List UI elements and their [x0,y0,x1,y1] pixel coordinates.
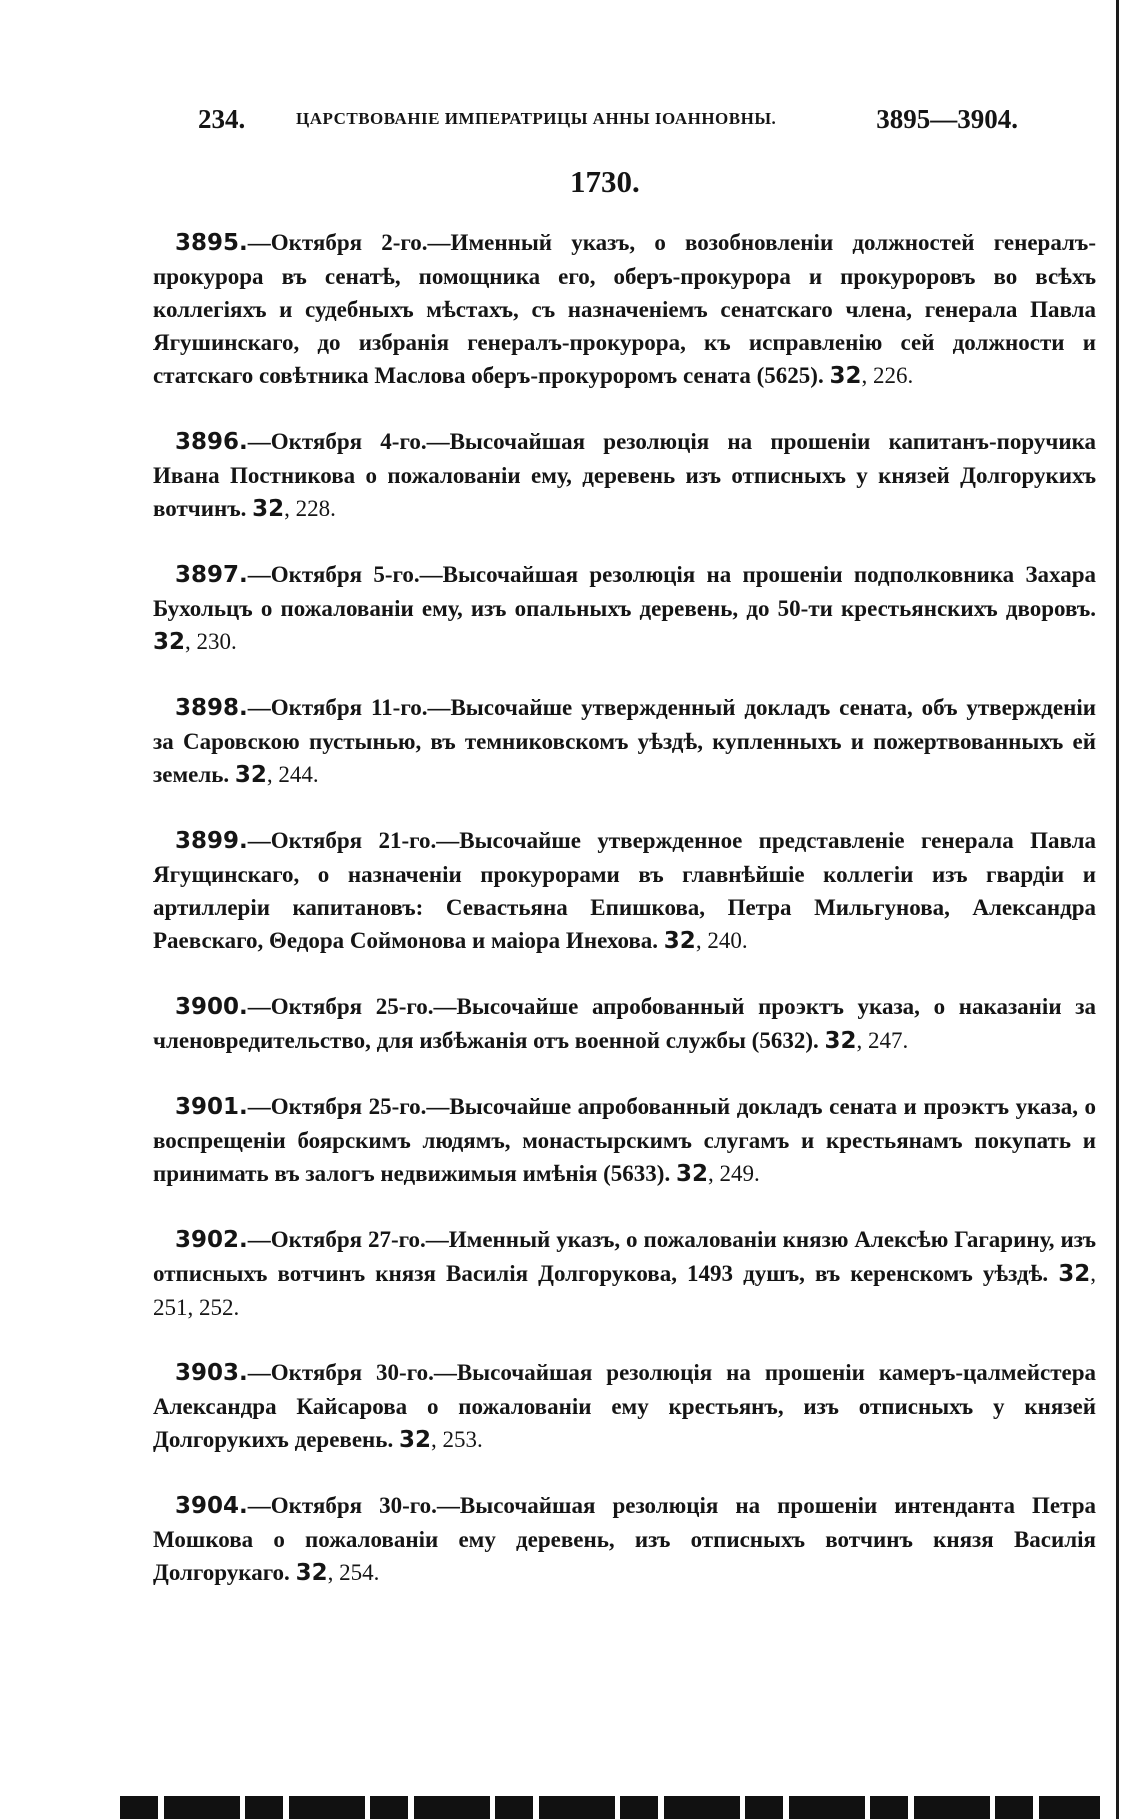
entry-number: 3899. [175,828,248,854]
entry-3903 [153,1356,1096,1457]
entry-3897 [153,558,1096,659]
entry-text: —Октября 4-го.—Высочайшая резолюція на прошеніи капитанъ-поручика Ивана Постникова о пожалованіи ему, деревень изъ отписныхъ у князей Долгорукихъ вотчинъ. [153,429,1096,521]
entry-volume: 32 [252,496,285,522]
entry-3895 [153,226,1096,393]
entry-text: —Октября 2-го.—Именный указъ, о возобновленіи должностей генералъ-прокурора въ сенатѣ, помощника его, оберъ-прокурора и прокуроровъ во всѣхъ коллегіяхъ и судебныхъ мѣстахъ, съ назначеніемъ сенатскаго члена, генерала Павла Ягушинскаго, до избранія генералъ-прокурора, къ исправленію сей должности и статскаго совѣтника Маслова оберъ-прокуроромъ сената (5625). [153,230,1096,388]
entry-volume: 32 [824,1028,857,1054]
entry-3904 [153,1489,1096,1590]
entry-pages: , 244. [266,762,319,787]
entry-volume: 32 [398,1427,431,1453]
entries-list [153,226,1096,1622]
page-header [198,104,1018,144]
entry-pages: , 240. [695,928,748,953]
year-heading: 1730. [570,164,640,199]
entry-volume: 32 [295,1560,328,1586]
entry-text: —Октября 30-го.—Высочайшая резолюція на прошеніи камеръ-цалмейстера Александра Кайсарова о пожалованіи ему крестьянъ, изъ отписныхъ у князей Долгорукихъ деревень. [153,1360,1096,1452]
entry-number: 3895. [175,230,248,256]
entry-pages: , 247. [856,1028,909,1053]
entry-number: 3896. [175,429,248,455]
entry-pages: , 226. [861,363,914,388]
entry-pages: , 254. [327,1560,380,1585]
entry-number: 3900. [175,994,248,1020]
entry-volume: 32 [663,928,696,954]
entry-text: —Октября 25-го.—Высочайше апробованный докладъ сената и проэктъ указа, о воспрещеніи боярскимъ людямъ, монастырскимъ слугамъ и крестьянамъ покупать и принимать въ залогъ недвижимыя имѣнія (5633). [153,1094,1096,1186]
page-number: 234. [198,104,246,134]
scan-bottom-band [120,1796,1100,1819]
entry-number: 3904. [175,1493,248,1519]
entry-3899 [153,824,1096,958]
page-edge-rule [1116,0,1119,1819]
entry-3898 [153,691,1096,792]
running-title: ЦАРСТВОВАНІЕ ИМПЕРАТРИЦЫ АННЫ ІОАННОВНЫ. [296,109,777,128]
entry-3902 [153,1223,1096,1324]
entry-number: 3903. [175,1360,248,1386]
entry-pages: , 230. [185,629,237,654]
entry-volume: 32 [675,1161,708,1187]
entry-number: 3901. [175,1094,248,1120]
entry-number: 3902. [175,1227,248,1253]
entry-range: 3895—3904. [876,104,1018,134]
entry-volume: 32 [829,363,862,389]
entry-text: —Октября 25-го.—Высочайше апробованный проэктъ указа, о наказаніи за членовредительство, для избѣжанія отъ военной службы (5632). [153,994,1096,1053]
entry-volume: 32 [1058,1261,1091,1287]
entry-volume: 32 [153,629,186,655]
entry-pages: , 249. [708,1161,760,1186]
entry-text: —Октября 27-го.—Именный указъ, о пожалованіи князю Алексѣю Гагарину, изъ отписныхъ вотчинъ князя Василія Долгорукова, 1493 душъ, въ керенскомъ уѣздѣ. [153,1227,1096,1286]
entry-text: —Октября 5-го.—Высочайшая резолюція на прошеніи подполковника Захара Бухольцъ о пожалованіи ему, изъ опальныхъ деревень, до 50-ти крестьянскихъ дворовъ. [153,562,1096,621]
entry-pages: , 253. [430,1427,483,1452]
entry-number: 3898. [175,695,248,721]
entry-3901 [153,1090,1096,1191]
entry-text: —Октября 11-го.—Высочайше утвержденный докладъ сената, объ утвержденіи за Саровскою пустынью, въ темниковскомъ уѣздѣ, купленныхъ и пожертвованныхъ ей земель. [153,695,1096,787]
entry-pages: , 251, 252. [153,1261,1096,1320]
entry-text: —Октября 21-го.—Высочайше утвержденное представленіе генерала Павла Ягущинскаго, о назначеніи прокурорами въ главнѣйшіе коллегіи изъ гвардіи и артиллеріи капитановъ: Севастьяна Епишкова, Петра Мильгунова, Александра Раевскаго, Θедора Соймонова и маіора Инехова. [153,828,1096,953]
entry-pages: , 228. [284,496,336,521]
entry-text: —Октября 30-го.—Высочайшая резолюція на прошеніи интенданта Петра Мошкова о пожалованіи ему деревень, изъ отписныхъ вотчинъ князя Василія Долгорукаго. [153,1493,1096,1585]
entry-volume: 32 [234,762,267,788]
entry-3900 [153,990,1096,1058]
entry-number: 3897. [175,562,248,588]
entry-3896 [153,425,1096,526]
